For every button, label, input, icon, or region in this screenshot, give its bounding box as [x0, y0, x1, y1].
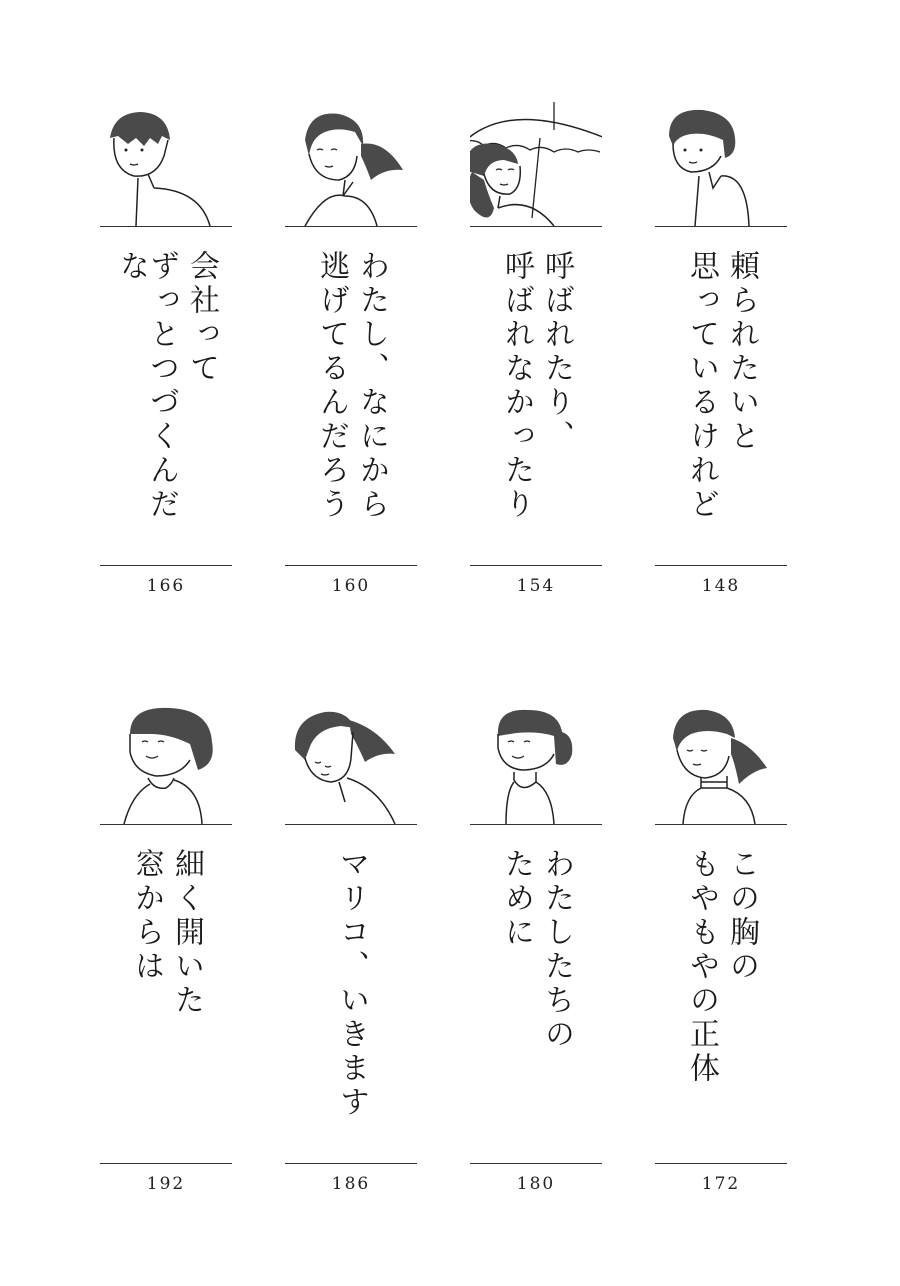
- title-line-2: もやもやの正体: [684, 848, 719, 1086]
- entry-148[interactable]: [655, 100, 787, 600]
- title-line-2: 思っているけれど: [684, 250, 719, 522]
- rule-bottom: [100, 1163, 232, 1164]
- illustration-ponytail-woman-bowing: [285, 698, 417, 826]
- entry-192[interactable]: [100, 698, 232, 1198]
- rule-bottom: [285, 565, 417, 566]
- chapter-title: [285, 848, 417, 1148]
- title-line-1: 頼られたいと: [724, 250, 759, 454]
- title-line-2: 呼ばれなかったり: [499, 250, 534, 522]
- rule-bottom: [655, 1163, 787, 1164]
- chapter-title: [285, 250, 417, 550]
- page-number: 180: [516, 1174, 556, 1194]
- rule-top: [470, 226, 602, 227]
- page-number: 148: [701, 576, 741, 596]
- illustration-bob-hair-woman-front: [100, 698, 232, 826]
- rule-top: [285, 226, 417, 227]
- rule-bottom: [655, 565, 787, 566]
- entry-180[interactable]: [470, 698, 602, 1198]
- illustration-bun-hair-woman: [470, 698, 602, 826]
- title-line-1: この胸の: [724, 848, 759, 984]
- chapter-title: [100, 250, 232, 550]
- page-number: 166: [146, 576, 186, 596]
- page-number: 192: [146, 1174, 186, 1194]
- title-line-1: わたしたちの: [539, 848, 574, 1052]
- chapter-title: [470, 848, 602, 1148]
- title-line-1: 会社って: [184, 250, 219, 386]
- title-line-1: 呼ばれたり、: [539, 250, 574, 454]
- rule-top: [100, 824, 232, 825]
- rule-top: [655, 824, 787, 825]
- rule-top: [655, 226, 787, 227]
- rule-top: [285, 824, 417, 825]
- illustration-short-hair-person: [100, 100, 232, 228]
- illustration-ponytail-woman: [285, 100, 417, 228]
- page-number: 172: [701, 1174, 741, 1194]
- chapter-title: [470, 250, 602, 550]
- title-line-2: ために: [499, 848, 534, 950]
- entry-172[interactable]: [655, 698, 787, 1198]
- chapter-title: [100, 848, 232, 1148]
- rule-bottom: [470, 565, 602, 566]
- entry-186[interactable]: [285, 698, 417, 1198]
- rule-top: [470, 824, 602, 825]
- page-number: 186: [331, 1174, 371, 1194]
- rule-bottom: [100, 565, 232, 566]
- illustration-bob-hair-woman: [655, 100, 787, 228]
- entry-166[interactable]: [100, 100, 232, 600]
- rule-bottom: [285, 1163, 417, 1164]
- rule-bottom: [470, 1163, 602, 1164]
- illustration-ponytail-woman-turtleneck: [655, 698, 787, 826]
- illustration-umbrella-woman: [470, 100, 602, 228]
- chapter-title: [655, 250, 787, 550]
- rule-top: [100, 226, 232, 227]
- chapter-title: [655, 848, 787, 1148]
- title-line-1: わたし、なにから: [354, 250, 389, 522]
- title-line-2: 逃げてるんだろう: [314, 250, 349, 522]
- page-number: 160: [331, 576, 371, 596]
- title-line-1: 細く開いた: [169, 848, 204, 1018]
- title-line-2: ずっとつづくんだな: [114, 250, 179, 522]
- title-line-2: 窓からは: [129, 848, 164, 984]
- page-number: 154: [516, 576, 556, 596]
- title-line-1: マリコ、いきます: [334, 848, 369, 1120]
- entry-160[interactable]: [285, 100, 417, 600]
- entry-154[interactable]: [470, 100, 602, 600]
